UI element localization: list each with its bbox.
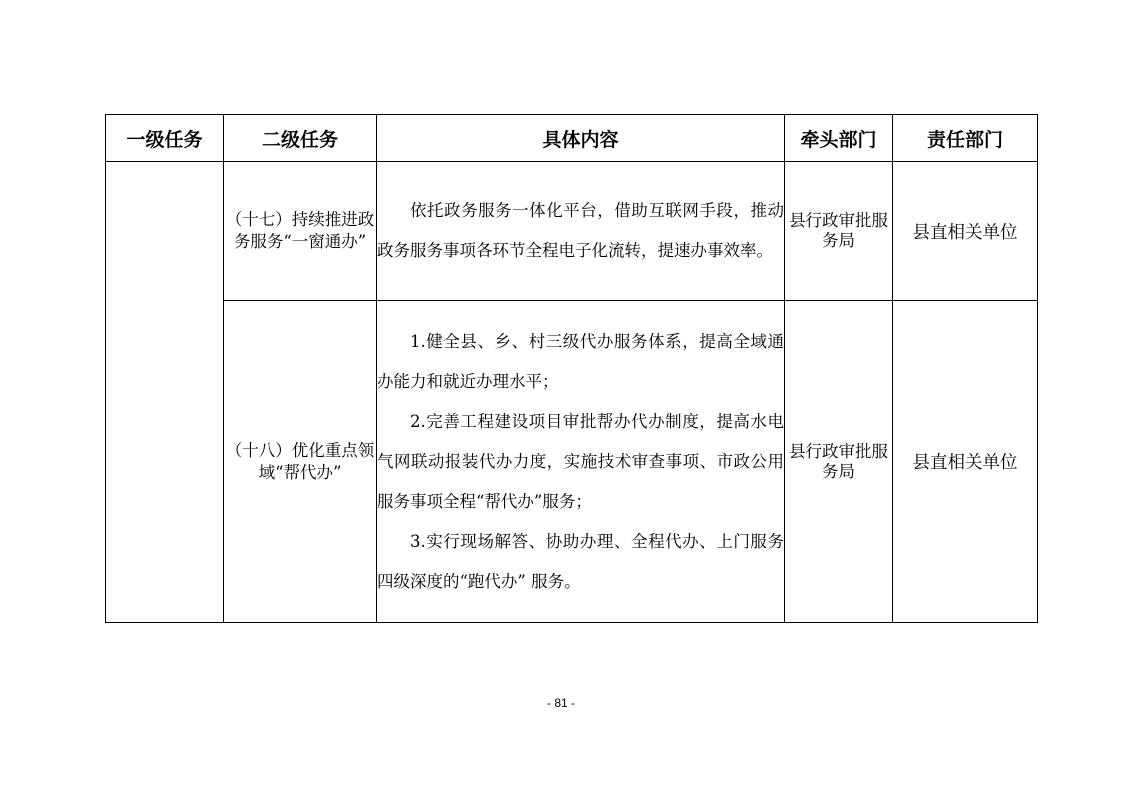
page-number: - 81 - — [546, 696, 575, 710]
content-paragraph: 1.健全县、乡、村三级代办服务体系，提高全域通办能力和就近办理水平； — [377, 331, 784, 391]
level1-cell — [106, 162, 224, 623]
lead-dept-cell: 县行政审批服务局 — [785, 162, 893, 301]
content-paragraph: 依托政务服务一体化平台，借助互联网手段，推动政务服务事项各环节全程电子化流转，提速办事效率。 — [377, 201, 784, 260]
content-cell — [377, 301, 785, 623]
content-cell — [377, 162, 785, 301]
header-row — [106, 115, 1038, 162]
level2-cell: （十八）优化重点领域“帮代办” — [224, 301, 377, 623]
header-resp-dept: 责任部门 — [893, 115, 1038, 162]
table-row — [106, 301, 1038, 623]
level2-cell: （十七）持续推进政务服务“一窗通办” — [224, 162, 377, 301]
header-content: 具体内容 — [377, 115, 785, 162]
header-level2: 二级任务 — [224, 115, 377, 162]
header-level1: 一级任务 — [106, 115, 224, 162]
task-table — [105, 114, 1038, 623]
lead-dept-cell: 县行政审批服务局 — [785, 301, 893, 623]
header-lead-dept: 牵头部门 — [785, 115, 893, 162]
resp-dept-cell: 县直相关单位 — [893, 301, 1038, 623]
content-paragraph: 2.完善工程建设项目审批帮办代办制度，提高水电气网联动报装代办力度，实施技术审查事项、市政公用服务事项全程“帮代办”服务； — [377, 411, 784, 511]
table-row — [106, 162, 1038, 301]
resp-dept-cell: 县直相关单位 — [893, 162, 1038, 301]
content-paragraph: 3.实行现场解答、协助办理、全程代办、上门服务四级深度的“跑代办” 服务。 — [377, 531, 784, 591]
